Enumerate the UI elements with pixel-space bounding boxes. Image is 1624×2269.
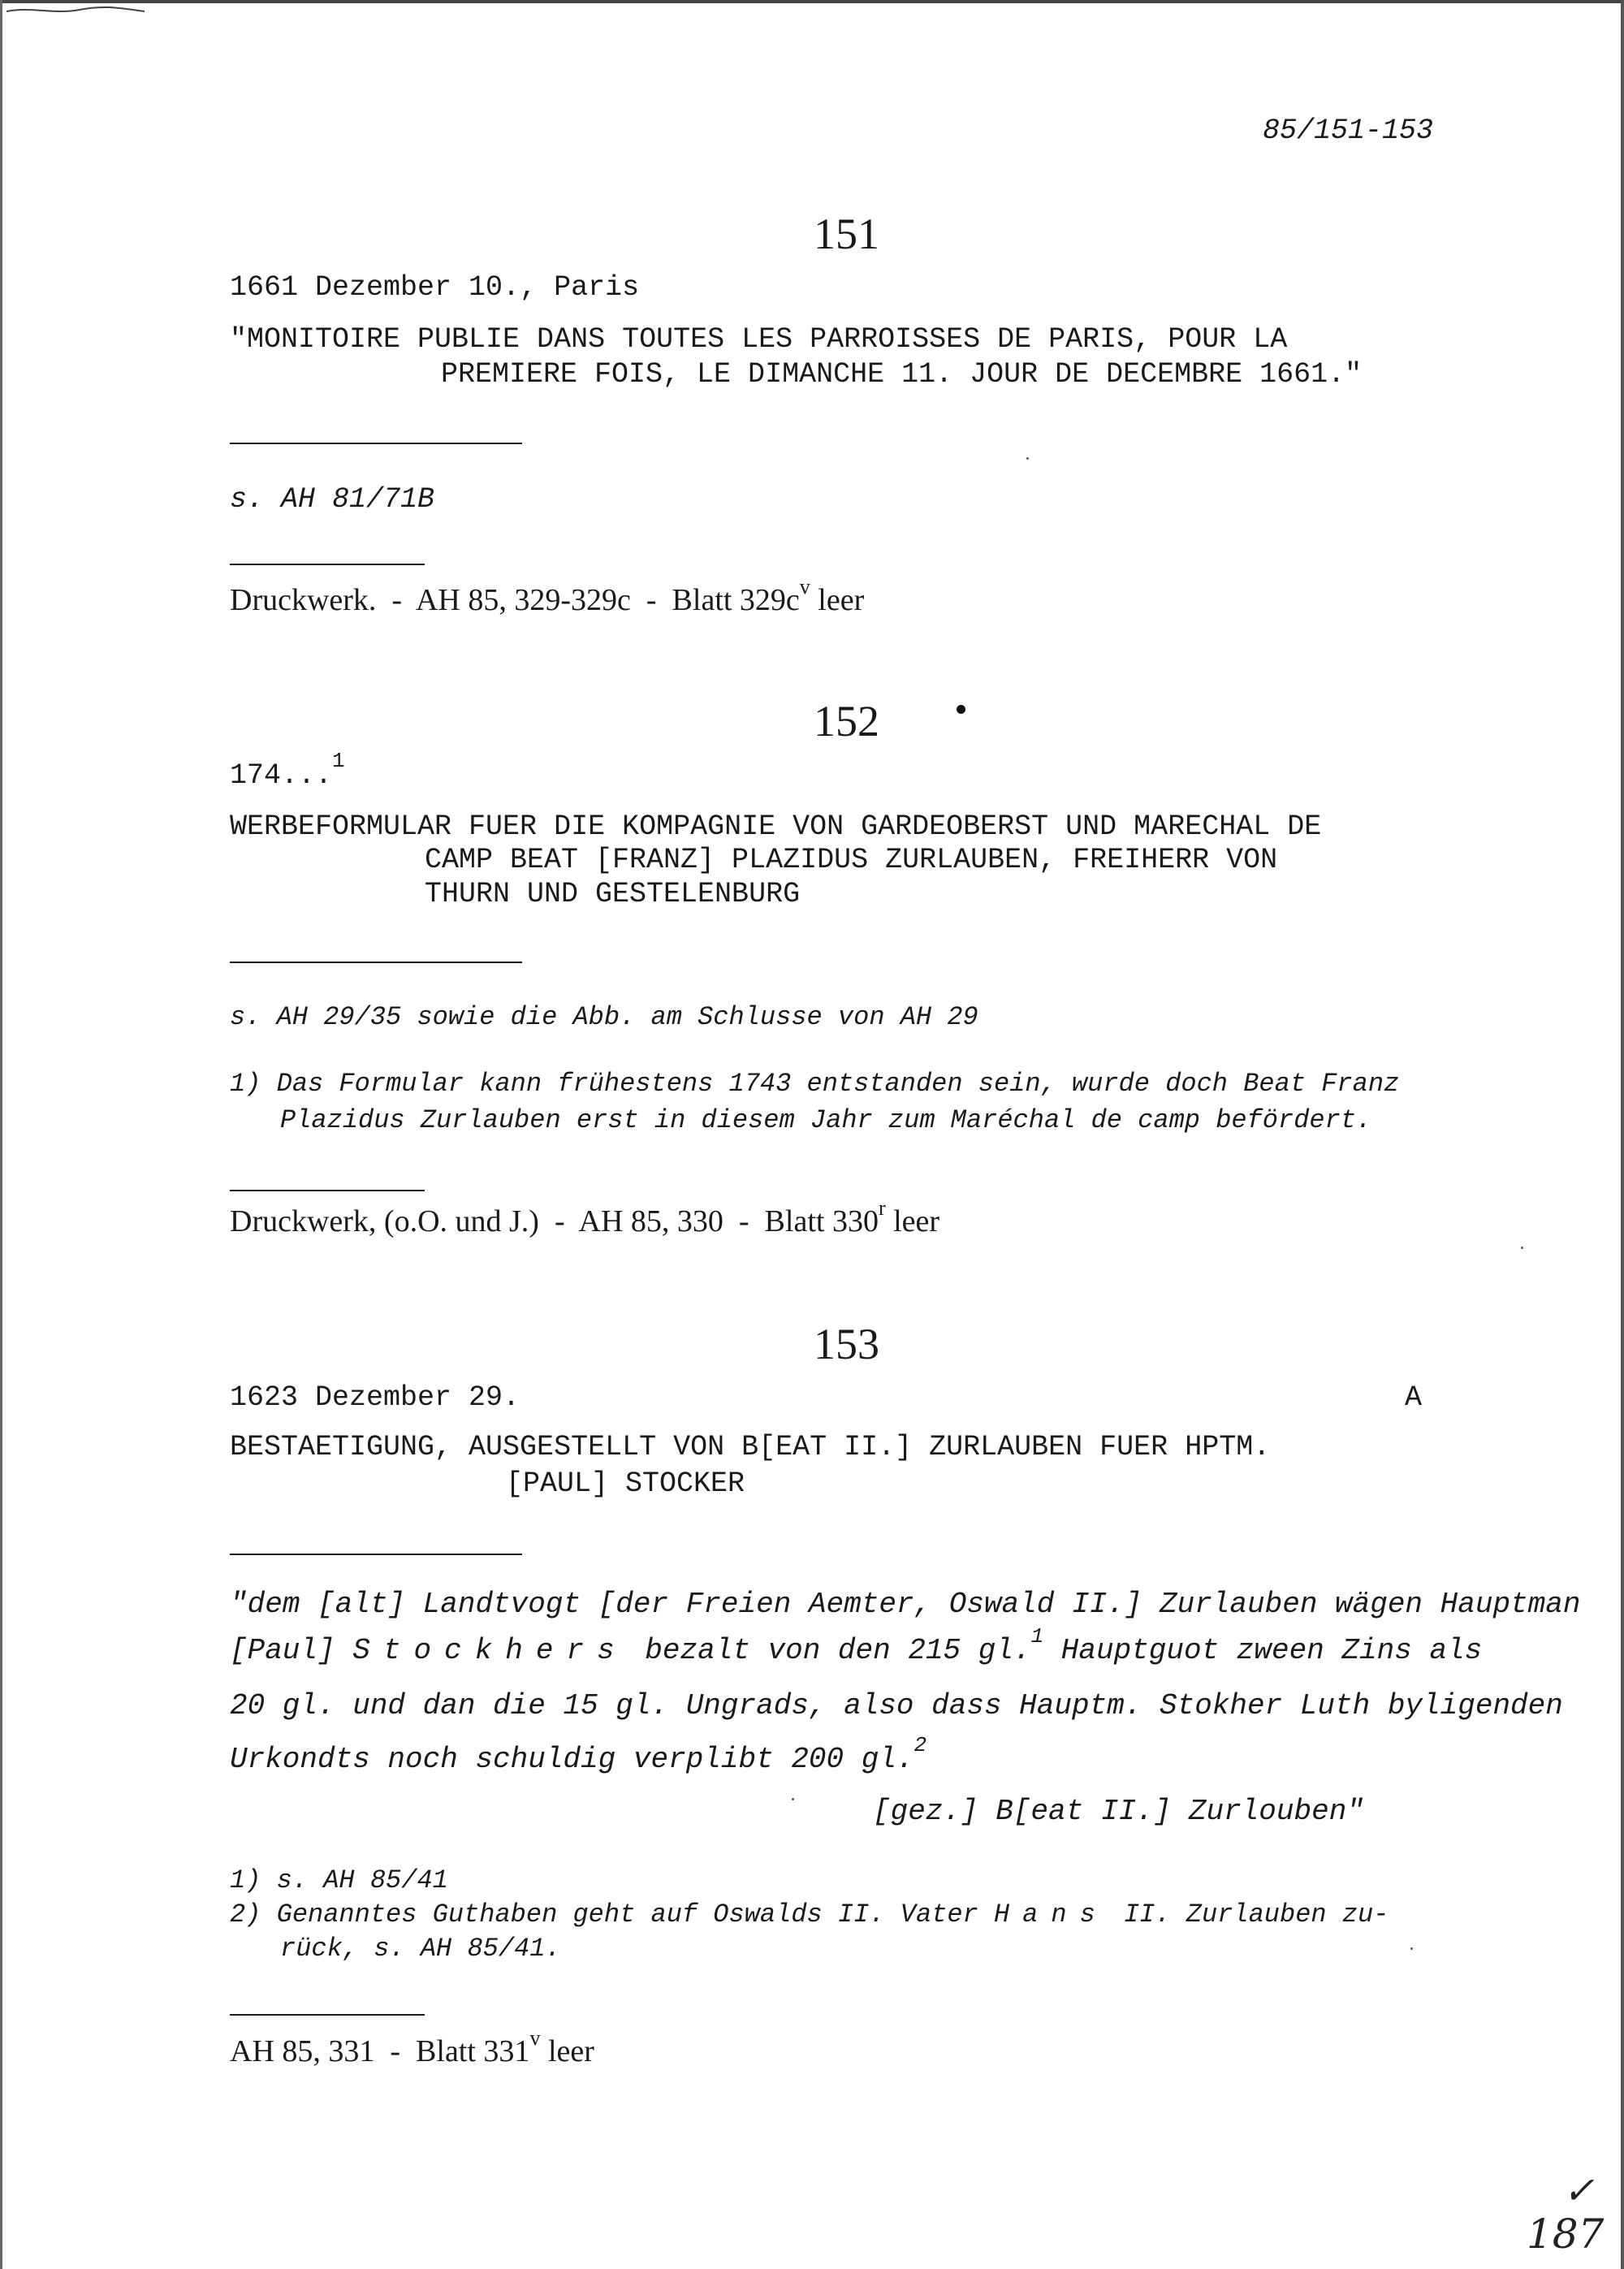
source-sup: v — [799, 575, 810, 599]
scan-speck — [1026, 457, 1029, 460]
source-after: leer — [810, 583, 865, 617]
separator-rule — [230, 2014, 425, 2016]
entry-152-title-line3: THURN UND GESTELENBURG — [425, 878, 801, 910]
quote-line-1: "dem [alt] Landtvogt [der Freien Aemter, Oswald II.] Zurlauben wägen Hauptman — [230, 1588, 1581, 1621]
handwritten-check-mark: ✓ — [1563, 2168, 1595, 2212]
entry-152-source — [230, 1196, 940, 1238]
source-after: leer — [540, 2034, 594, 2068]
entry-153-title-line1: BESTAETIGUNG, AUSGESTELLT VON B[EAT II.] ZURLAUBEN FUER HPTM. — [230, 1431, 1271, 1463]
quote-part: Urkondts noch schuldig verplibt 200 gl. — [230, 1743, 914, 1776]
scan-speck — [1521, 1247, 1523, 1249]
margin-dot-mark — [957, 705, 965, 714]
separator-rule — [230, 1190, 425, 1191]
scan-border-right — [1621, 0, 1624, 2269]
separator-rule — [230, 962, 522, 963]
entry-153-date: 1623 Dezember 29. — [230, 1381, 520, 1414]
quote-line-3: 20 gl. und dan die 15 gl. Ungrads, also dass Hauptm. Stokher Luth byligenden — [230, 1689, 1563, 1722]
quote-signature: [gez.] B[eat II.] Zurlouben" — [873, 1795, 1364, 1828]
separator-rule — [230, 564, 425, 565]
scan-corner-mark — [6, 3, 145, 18]
entry-153-footnote-2-cont: rück, s. AH 85/41. — [280, 1934, 561, 1964]
entry-151-title-line1: "MONITOIRE PUBLIE DANS TOUTES LES PARROISSES DE PARIS, POUR LA — [230, 323, 1288, 356]
footnote-spaced-name: Hans — [993, 1899, 1108, 1930]
quote-line-4 — [230, 1733, 927, 1777]
scan-border-top — [0, 0, 1624, 3]
footnote-part: II. Zurlauben zu- — [1108, 1899, 1389, 1930]
source-text: Druckwerk. - AH 85, 329-329c - Blatt 329c — [230, 583, 800, 617]
footnote-ref: 2 — [914, 1733, 927, 1757]
entry-152-footnote-1: 1) Das Formular kann frühestens 1743 entstanden sein, wurde doch Beat Franz — [230, 1069, 1400, 1099]
date-footnote-ref: 1 — [332, 749, 345, 773]
source-after: leer — [885, 1204, 940, 1238]
source-sup: r — [878, 1196, 886, 1220]
scan-speck — [792, 1798, 794, 1800]
entry-152-reference-note: s. AH 29/35 sowie die Abb. am Schlusse von AH 29 — [230, 1002, 978, 1032]
footnote-ref: 1 — [1030, 1624, 1044, 1649]
entry-number-151: 151 — [814, 210, 879, 258]
quote-line-2 — [230, 1624, 1483, 1668]
entry-151-source — [230, 575, 865, 617]
entry-152-title-line1: WERBEFORMULAR FUER DIE KOMPAGNIE VON GARDEOBERST UND MARECHAL DE — [230, 810, 1322, 843]
footnote-part: 2) Genanntes Guthaben geht auf Oswalds II. Vater — [230, 1899, 994, 1930]
quote-part: bezalt von den 215 gl. — [627, 1634, 1031, 1667]
entry-153-footnote-1: 1) s. AH 85/41 — [230, 1865, 448, 1895]
source-text: Druckwerk, (o.O. und J.) - AH 85, 330 - Blatt 330 — [230, 1204, 879, 1238]
date-text: 174... — [230, 759, 333, 792]
entry-153-marker: A — [1405, 1381, 1423, 1414]
separator-rule — [230, 443, 522, 444]
entry-153-footnote-2 — [230, 1898, 1389, 1932]
entry-number-152: 152 — [814, 697, 879, 746]
source-text: AH 85, 331 - Blatt 331 — [230, 2034, 530, 2068]
entry-153-title-line2: [PAUL] STOCKER — [506, 1467, 745, 1500]
entry-151-reference-note: s. AH 81/71B — [230, 483, 435, 516]
scan-speck — [1410, 1947, 1413, 1950]
entry-152-date — [230, 749, 345, 793]
entry-153-source — [230, 2026, 594, 2068]
quote-part: Hauptguot zween Zins als — [1043, 1634, 1483, 1667]
source-sup: v — [529, 2026, 541, 2050]
quote-spaced-name: Stockhers — [352, 1634, 628, 1667]
entry-number-153: 153 — [814, 1320, 879, 1368]
page-reference: 85/151-153 — [1263, 115, 1434, 147]
scan-border-left — [0, 0, 2, 2269]
handwritten-folio-number: 187 — [1527, 2211, 1605, 2258]
entry-152-title-line2: CAMP BEAT [FRANZ] PLAZIDUS ZURLAUBEN, FREIHERR VON — [425, 844, 1278, 876]
entry-151-date: 1661 Dezember 10., Paris — [230, 271, 640, 304]
separator-rule — [230, 1554, 522, 1555]
entry-151-title-line2: PREMIERE FOIS, LE DIMANCHE 11. JOUR DE DECEMBRE 1661." — [441, 358, 1363, 391]
quote-part: [Paul] — [230, 1634, 353, 1667]
entry-152-footnote-1-cont: Plazidus Zurlauben erst in diesem Jahr zum Maréchal de camp befördert. — [280, 1105, 1372, 1135]
